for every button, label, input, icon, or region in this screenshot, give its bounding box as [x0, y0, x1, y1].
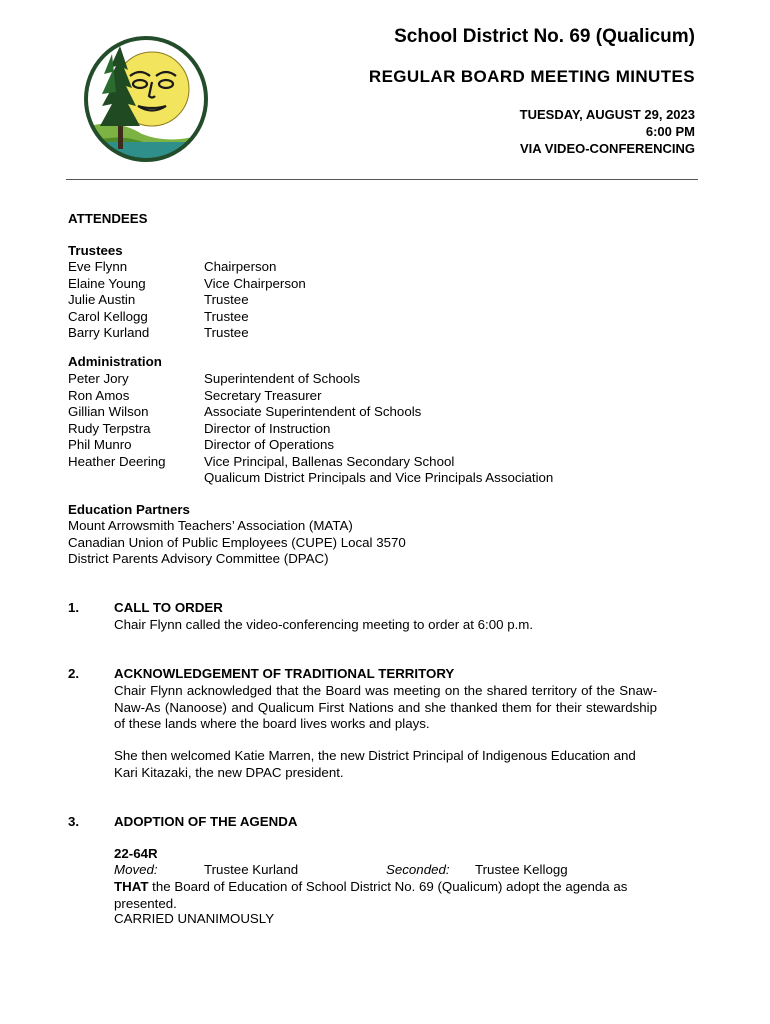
meeting-date: TUESDAY, AUGUST 29, 2023: [519, 107, 695, 122]
admin-role: Qualicum District Principals and Vice Principals Association: [204, 470, 554, 485]
meeting-meta: [520, 106, 695, 157]
administration-heading: Administration: [68, 354, 162, 369]
trustee-role: Trustee: [204, 325, 249, 340]
administration-roles: [204, 371, 553, 487]
trustee-role: Chairperson: [204, 259, 277, 274]
admin-name: Heather Deering: [68, 453, 166, 469]
seconded-label: Seconded:: [386, 862, 450, 877]
trustee-name: Eve Flynn: [68, 259, 128, 274]
education-partners-list: [68, 518, 406, 568]
section-text: Chair Flynn called the video-conferencing meeting to order at 6:00 p.m.: [114, 617, 534, 632]
motion-that: THAT: [114, 879, 149, 894]
admin-name: Ron Amos: [68, 387, 130, 403]
seconded-by: Trustee Kellogg: [475, 862, 568, 877]
admin-role: Secretary Treasurer: [204, 387, 322, 403]
district-logo: [82, 34, 210, 164]
admin-name: Gillian Wilson: [68, 404, 149, 419]
header-divider: [66, 179, 698, 180]
admin-role: Director of Operations: [204, 437, 335, 452]
section-paragraph: She then welcomed Katie Marren, the new District Principal of Indigenous Education and Kari Kitazaki, the new DPAC president.: [114, 748, 636, 780]
admin-name: Phil Munro: [68, 437, 132, 452]
trustee-name: Elaine Young: [68, 275, 146, 291]
partner-item: Canadian Union of Public Employees (CUPE) Local 3570: [68, 534, 406, 550]
admin-name: Rudy Terpstra: [68, 420, 151, 436]
motion-id: 22-64R: [114, 846, 158, 861]
attendees-heading: ATTENDEES: [68, 211, 148, 226]
education-partners-heading: Education Partners: [68, 502, 190, 517]
moved-label: Moved:: [114, 862, 158, 877]
section-paragraph: Chair Flynn acknowledged that the Board was meeting on the shared territory of the Snaw-Naw-As (Nanoose) and Qualicum First Nations and she thanked them for their stewardship of these lands where the board lives works and plays.: [114, 683, 657, 731]
partner-item: Mount Arrowsmith Teachers’ Association (MATA): [68, 518, 353, 533]
trustee-name: Carol Kellogg: [68, 308, 148, 324]
trustee-role: Vice Chairperson: [204, 275, 306, 291]
moved-by: Trustee Kurland: [204, 862, 299, 877]
meeting-time: 6:00 PM: [645, 124, 695, 139]
admin-role: Director of Instruction: [204, 420, 331, 436]
trustee-name: Julie Austin: [68, 292, 136, 307]
admin-role: Superintendent of Schools: [204, 371, 360, 386]
document-title: REGULAR BOARD MEETING MINUTES: [368, 67, 695, 86]
motion-result: CARRIED UNANIMOUSLY: [114, 911, 275, 926]
section-number: 3.: [68, 814, 80, 829]
admin-role: Associate Superintendent of Schools: [204, 404, 422, 419]
section-title: ACKNOWLEDGEMENT OF TRADITIONAL TERRITORY: [114, 666, 455, 681]
administration-names: [68, 371, 166, 470]
district-name: School District No. 69 (Qualicum): [394, 26, 695, 47]
partner-item: District Parents Advisory Committee (DPAC): [68, 551, 329, 566]
motion-statement: [114, 879, 657, 912]
section-title: ADOPTION OF THE AGENDA: [114, 814, 298, 829]
trustee-role: Trustee: [204, 308, 249, 324]
trustee-roles: [204, 259, 306, 342]
admin-role: Vice Principal, Ballenas Secondary School: [204, 453, 455, 469]
trustee-role: Trustee: [204, 292, 249, 307]
admin-name: Peter Jory: [68, 371, 129, 386]
section-number: 1.: [68, 600, 80, 615]
motion-text: the Board of Education of School District No. 69 (Qualicum) adopt the agenda as presented.: [114, 879, 628, 911]
section-number: 2.: [68, 666, 80, 681]
trustees-heading: Trustees: [68, 243, 123, 258]
section-title: CALL TO ORDER: [114, 600, 223, 615]
trustee-name: Barry Kurland: [68, 325, 150, 340]
meeting-location: VIA VIDEO-CONFERENCING: [519, 141, 695, 156]
trustee-names: [68, 259, 149, 342]
